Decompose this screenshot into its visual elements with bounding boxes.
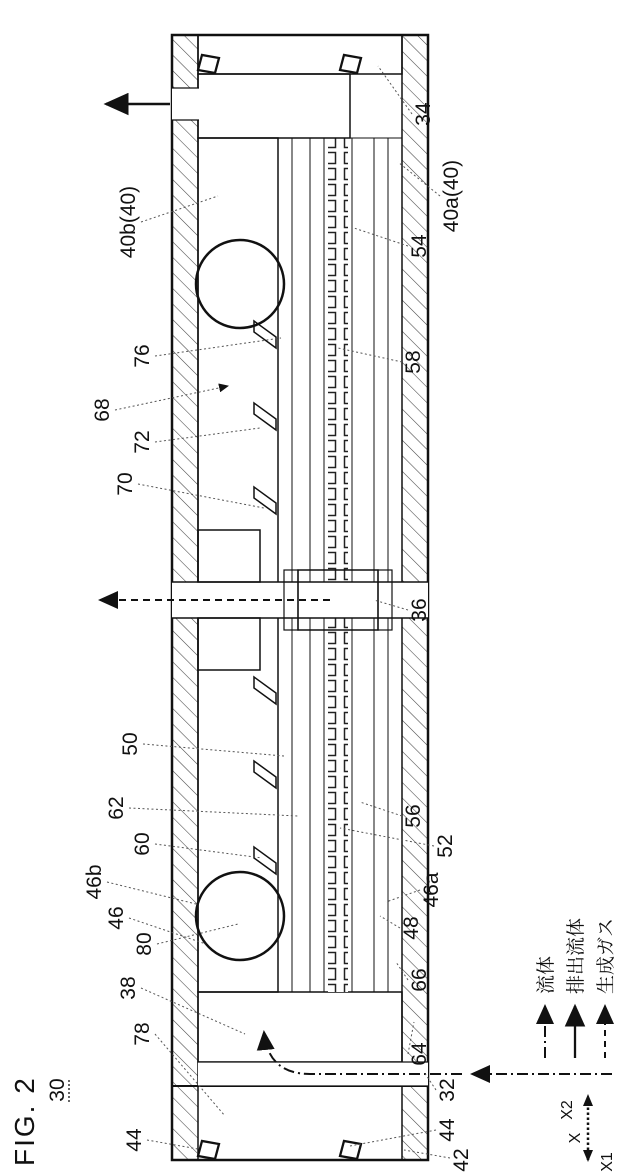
right-end-cap xyxy=(172,35,402,138)
plate-layer-48 xyxy=(374,138,388,992)
o-ring-right xyxy=(196,240,284,328)
ref-label-66: 66 xyxy=(408,968,431,992)
ref-label-62: 62 xyxy=(105,796,128,820)
port-72 xyxy=(254,403,276,430)
ref-label-68: 68 xyxy=(91,398,114,422)
axis-arrowhead-x1 xyxy=(583,1150,593,1162)
ref-label-80: 80 xyxy=(133,932,156,956)
lower-housing-40a-64-66 xyxy=(388,138,402,992)
gas-pocket-right xyxy=(198,530,260,582)
ref-label-54: 54 xyxy=(408,234,431,258)
ref-label-44-top: 44 xyxy=(123,1128,146,1152)
ref-label-52: 52 xyxy=(434,834,457,858)
ref-label-70: 70 xyxy=(114,472,137,496)
ref-label-36: 36 xyxy=(408,598,431,622)
legend-label-fluid: 流体 xyxy=(536,955,557,994)
legend-label-generated-gas: 生成ガス xyxy=(596,917,617,994)
flow-legend xyxy=(535,918,617,1058)
ref-label-46b: 46b xyxy=(83,864,106,900)
port-70 xyxy=(254,487,276,514)
ref-label-42: 42 xyxy=(450,1148,473,1172)
ref-label-48: 48 xyxy=(400,916,423,940)
upper-housing-40b xyxy=(198,138,278,992)
outlet-slot xyxy=(172,88,199,120)
ref-label-78: 78 xyxy=(131,1022,154,1046)
key-bottom-right xyxy=(340,55,361,73)
port-60 xyxy=(254,847,276,874)
ref-label-58: 58 xyxy=(402,350,425,374)
legend-item-fluid xyxy=(535,956,557,1058)
legend-item-discharge-fluid xyxy=(565,918,587,1058)
ref-label-32: 32 xyxy=(436,1078,459,1102)
plate-layer-54-58 xyxy=(310,138,324,992)
stipple-layer-56 xyxy=(352,138,374,992)
reactor-modules xyxy=(198,138,402,992)
outlet-chamber xyxy=(198,74,350,138)
legend-label-discharge-fluid: 排出流体 xyxy=(566,917,587,994)
axis-label-x2: X2 xyxy=(559,1100,576,1120)
key-44-bottom-left xyxy=(340,1141,361,1159)
legend-item-generated-gas xyxy=(595,918,617,1058)
stipple-layer-62 xyxy=(292,138,310,992)
end-block-78 xyxy=(172,1086,428,1160)
key-top-right xyxy=(198,55,219,73)
figure-title xyxy=(9,1076,69,1166)
channel-cells-52 xyxy=(328,138,348,992)
figure-number: FIG. 2 xyxy=(9,1076,40,1166)
ref-label-44-bottom: 44 xyxy=(436,1118,459,1142)
ref-label-46a: 46a xyxy=(420,872,443,908)
ref-label-50: 50 xyxy=(119,732,142,756)
gas-pocket-left xyxy=(198,618,260,670)
axis-label-x: X xyxy=(567,1132,584,1144)
ref-label-76: 76 xyxy=(131,344,154,368)
o-ring-left-46-80 xyxy=(196,872,284,960)
ref-label-56: 56 xyxy=(402,804,425,828)
port xyxy=(254,761,276,788)
axis-label-x1: X1 xyxy=(599,1152,616,1172)
ref-label-46: 46 xyxy=(105,906,128,930)
ref-label-38: 38 xyxy=(117,976,140,1000)
axis-indicator xyxy=(559,1094,616,1172)
ref-label-40a: 40a(40) xyxy=(440,159,463,233)
device-reference-number: 30 xyxy=(46,1078,69,1102)
ref-label-34: 34 xyxy=(412,102,435,126)
axis-arrowhead-x2 xyxy=(583,1094,593,1106)
ref-label-40b: 40b(40) xyxy=(117,185,140,259)
ref-label-64: 64 xyxy=(408,1042,431,1066)
key-44-top-left xyxy=(198,1141,219,1159)
ref-label-72: 72 xyxy=(131,430,154,454)
ref-label-60: 60 xyxy=(131,832,154,856)
port xyxy=(254,677,276,704)
left-end-cap xyxy=(172,992,428,1160)
end-plate-34 xyxy=(198,35,402,74)
